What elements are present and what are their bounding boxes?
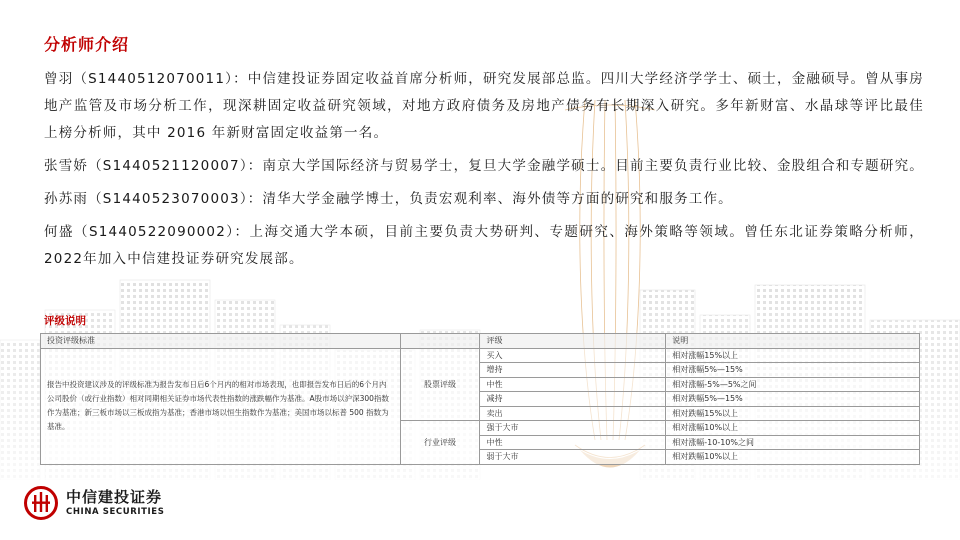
rating-cell: 增持	[480, 363, 666, 378]
explanation-cell: 相对跌幅5%—15%	[666, 392, 920, 407]
rating-standard-text: 报告中投资建议涉及的评级标准为报告发布日后6个月内的相对市场表现，也即报告发布日后的6个月内公司股价（或行业指数）相对同期相关证券市场代表性指数的涨跌幅作为基准。A股市场以沪深300指数作为基准；新三板市场以三板成指为基准；香港市场以恒生指数作为基准；美国市场以标普 500 指数为基准。	[41, 348, 401, 464]
header-explanation: 说明	[666, 334, 920, 349]
analyst-list	[44, 66, 924, 279]
header-rating: 评级	[480, 334, 666, 349]
explanation-cell: 相对跌幅10%以上	[666, 450, 920, 465]
stock-rating-group: 股票评级	[400, 348, 480, 421]
header-blank	[400, 334, 480, 349]
explanation-cell: 相对跌幅15%以上	[666, 406, 920, 421]
citic-logo-icon	[24, 486, 58, 520]
rating-cell: 弱于大市	[480, 450, 666, 465]
logo-name: 中信建投证券	[66, 488, 163, 506]
logo-name-en: CHINA SECURITIES	[66, 507, 165, 517]
rating-cell: 中性	[480, 435, 666, 450]
explanation-cell: 相对涨幅15%以上	[666, 348, 920, 363]
explanation-cell: 相对涨幅-5%—5%之间	[666, 377, 920, 392]
industry-rating-group: 行业评级	[400, 421, 480, 465]
page-title: 分析师介绍	[44, 35, 130, 54]
rating-title: 评级说明	[44, 315, 86, 327]
header-standard: 投资评级标准	[41, 334, 401, 349]
top-rule	[0, 0, 960, 4]
table-header-row	[41, 334, 920, 349]
rating-cell: 买入	[480, 348, 666, 363]
company-logo	[24, 486, 164, 520]
table-row	[41, 348, 920, 363]
analyst-bio-sun-suyu: 孙苏雨（S1440523070003）：清华大学金融学博士，负责宏观利率、海外债等方面的研究和服务工作。	[44, 191, 733, 207]
explanation-cell: 相对涨幅5%—15%	[666, 363, 920, 378]
explanation-cell: 相对涨幅-10-10%之间	[666, 435, 920, 450]
explanation-cell: 相对涨幅10%以上	[666, 421, 920, 436]
rating-cell: 中性	[480, 377, 666, 392]
rating-cell: 强于大市	[480, 421, 666, 436]
analyst-bio-zeng-yu: 曾羽（S1440512070011）：中信建投证券固定收益首席分析师，研究发展部总监。四川大学经济学学士、硕士，金融硕导。曾从事房地产监管及市场分析工作，现深耕固定收益研究领域，对地方政府债务及房地产债务有长期深入研究。多年新财富、水晶球等评比最佳上榜分析师，其中 2016 年新财富固定收益第一名。	[44, 71, 924, 141]
rating-cell: 卖出	[480, 406, 666, 421]
analyst-bio-zhang-xuejiao: 张雪娇（S1440521120007）：南京大学国际经济与贸易学士，复旦大学金融学硕士。目前主要负责行业比较、金股组合和专题研究。	[44, 158, 924, 174]
rating-cell: 减持	[480, 392, 666, 407]
analyst-bio-he-sheng: 何盛（S1440522090002）：上海交通大学本硕，目前主要负责大势研判、专题研究、海外策略等领域。曾任东北证券策略分析师，2022年加入中信建投证券研究发展部。	[44, 224, 924, 267]
rating-table	[40, 333, 920, 465]
